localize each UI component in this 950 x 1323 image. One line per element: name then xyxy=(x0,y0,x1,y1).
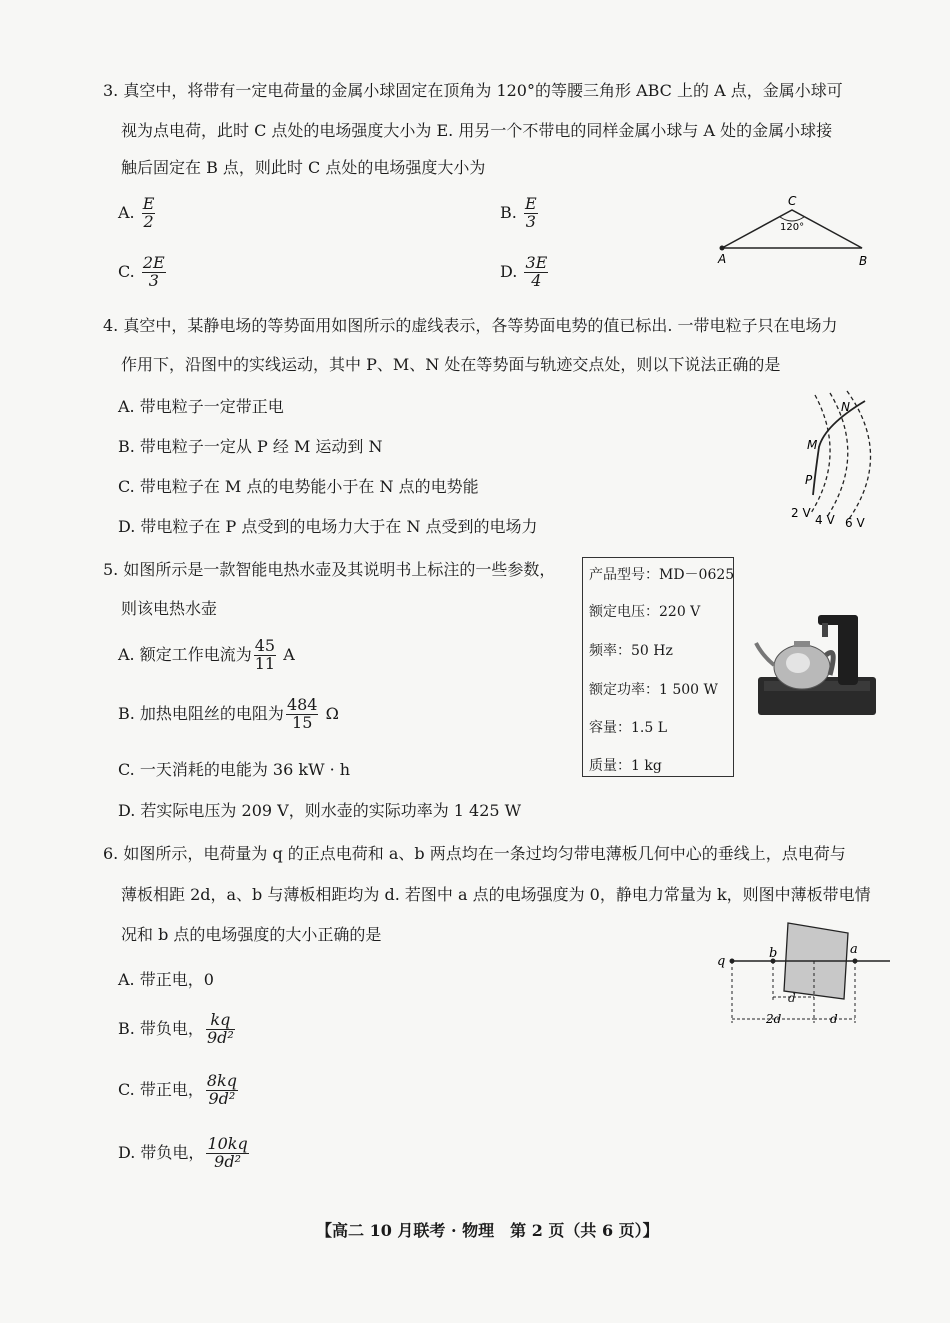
point-n-label: N xyxy=(841,400,850,414)
q4-option-a: A. 带电粒子一定带正电 xyxy=(118,397,284,416)
kettle-spec-table xyxy=(582,557,734,777)
spec-model: 产品型号：MD－0625 xyxy=(589,567,735,583)
q4-option-d: D. 带电粒子在 P 点受到的电场力大于在 N 点受到的电场力 xyxy=(118,517,538,536)
q6-stem-line1: 6. 如图所示，电荷量为 q 的正点电荷和 a、b 两点均在一条过均匀带电薄板几何中心的垂线上，点电荷与 xyxy=(103,844,846,863)
charge-q-label: q xyxy=(717,954,726,969)
q4-option-c: C. 带电粒子在 M 点的电势能小于在 N 点的电势能 xyxy=(118,477,479,496)
q3-stem-line2: 视为点电荷，此时 C 点处的电场强度大小为 E. 用另一个不带电的同样金属小球与 A 处的金属小球接 xyxy=(121,121,833,140)
distance-d-label-1: d xyxy=(788,991,796,1005)
q4-stem-line2: 作用下，沿图中的实线运动，其中 P、M、N 处在等势面与轨迹交点处，则以下说法正确的是 xyxy=(121,355,781,374)
vertex-b-label: B xyxy=(859,254,868,268)
q3-option-b: B. $\frac{E}{3}$ xyxy=(500,194,537,231)
equipotential-figure xyxy=(785,385,895,535)
point-p-label: P xyxy=(805,473,813,487)
q5-option-b: B. 加热电阻丝的电阻为 $\frac{484}{15}$ Ω xyxy=(118,695,339,732)
q5-option-c: C. 一天消耗的电能为 36 kW · h xyxy=(118,760,351,779)
distance-d-label-2: d xyxy=(830,1012,838,1026)
spec-mass: 质量：1 kg xyxy=(589,758,662,774)
spec-power: 额定功率：1 500 W xyxy=(589,682,718,698)
triangle-figure xyxy=(710,190,880,270)
q5-option-d: D. 若实际电压为 209 V，则水壶的实际功率为 1 425 W xyxy=(118,801,522,820)
q3-option-c: C. $\frac{2E}{3}$ xyxy=(118,253,165,290)
q3-stem-line3: 触后固定在 B 点，则此时 C 点处的电场强度大小为 xyxy=(121,158,486,177)
point-a-label: a xyxy=(850,942,858,957)
potential-4v-label: 4 V xyxy=(815,513,835,527)
q5-option-a: A. 额定工作电流为 $\frac{45}{11}$ A xyxy=(118,636,295,673)
kettle-image xyxy=(752,605,882,720)
point-b-label: b xyxy=(769,946,778,961)
q4-stem-line1: 4. 真空中，某静电场的等势面用如图所示的虚线表示，各等势面电势的值已标出. 一带电粒子只在电场力 xyxy=(103,316,838,335)
potential-2v-label: 2 V xyxy=(791,506,811,520)
q6-option-d: D. 带负电， $\frac{10kq}{\text{9d²}}$ xyxy=(118,1134,248,1171)
vertex-c-label: C xyxy=(788,194,797,208)
spec-voltage: 额定电压：220 V xyxy=(589,604,701,620)
vertex-a-label: A xyxy=(718,252,727,266)
plate-figure xyxy=(710,915,895,1030)
q6-option-a: A. 带正电，0 xyxy=(118,970,214,989)
page-footer: 【高二 10 月联考 · 物理 第 2 页（共 6 页）】 xyxy=(316,1221,659,1240)
q6-stem-line2: 薄板相距 2d，a、b 与薄板相距均为 d. 若图中 a 点的电场强度为 0，静电力常量为 k，则图中薄板带电情 xyxy=(121,885,871,904)
point-m-label: M xyxy=(807,438,818,452)
q3-option-d: D. $\frac{3E}{4}$ xyxy=(500,253,548,290)
spec-capacity: 容量：1.5 L xyxy=(589,720,668,736)
q4-option-b: B. 带电粒子一定从 P 经 M 运动到 N xyxy=(118,437,383,456)
q6-option-c: C. 带正电， $\frac{8kq}{\text{9d²}}$ xyxy=(118,1071,237,1108)
potential-6v-label: 6 V xyxy=(845,516,865,530)
q3-stem-line1: 3. 真空中，将带有一定电荷量的金属小球固定在顶角为 120°的等腰三角形 ABC 上的 A 点，金属小球可 xyxy=(103,81,843,100)
q5-stem-line1: 5. 如图所示是一款智能电热水壶及其说明书上标注的一些参数， xyxy=(103,560,556,579)
distance-2d-label: 2d xyxy=(766,1012,782,1026)
angle-label: 120° xyxy=(780,222,805,233)
q3-option-a: A. $\frac{E}{2}$ xyxy=(118,194,155,231)
q5-stem-line2: 则该电热水壶 xyxy=(121,599,218,618)
spec-frequency: 频率：50 Hz xyxy=(589,643,673,659)
q6-stem-line3: 况和 b 点的电场强度的大小正确的是 xyxy=(121,925,382,944)
q6-option-b: B. 带负电， $\frac{kq}{\text{9d²}}$ xyxy=(118,1010,234,1047)
